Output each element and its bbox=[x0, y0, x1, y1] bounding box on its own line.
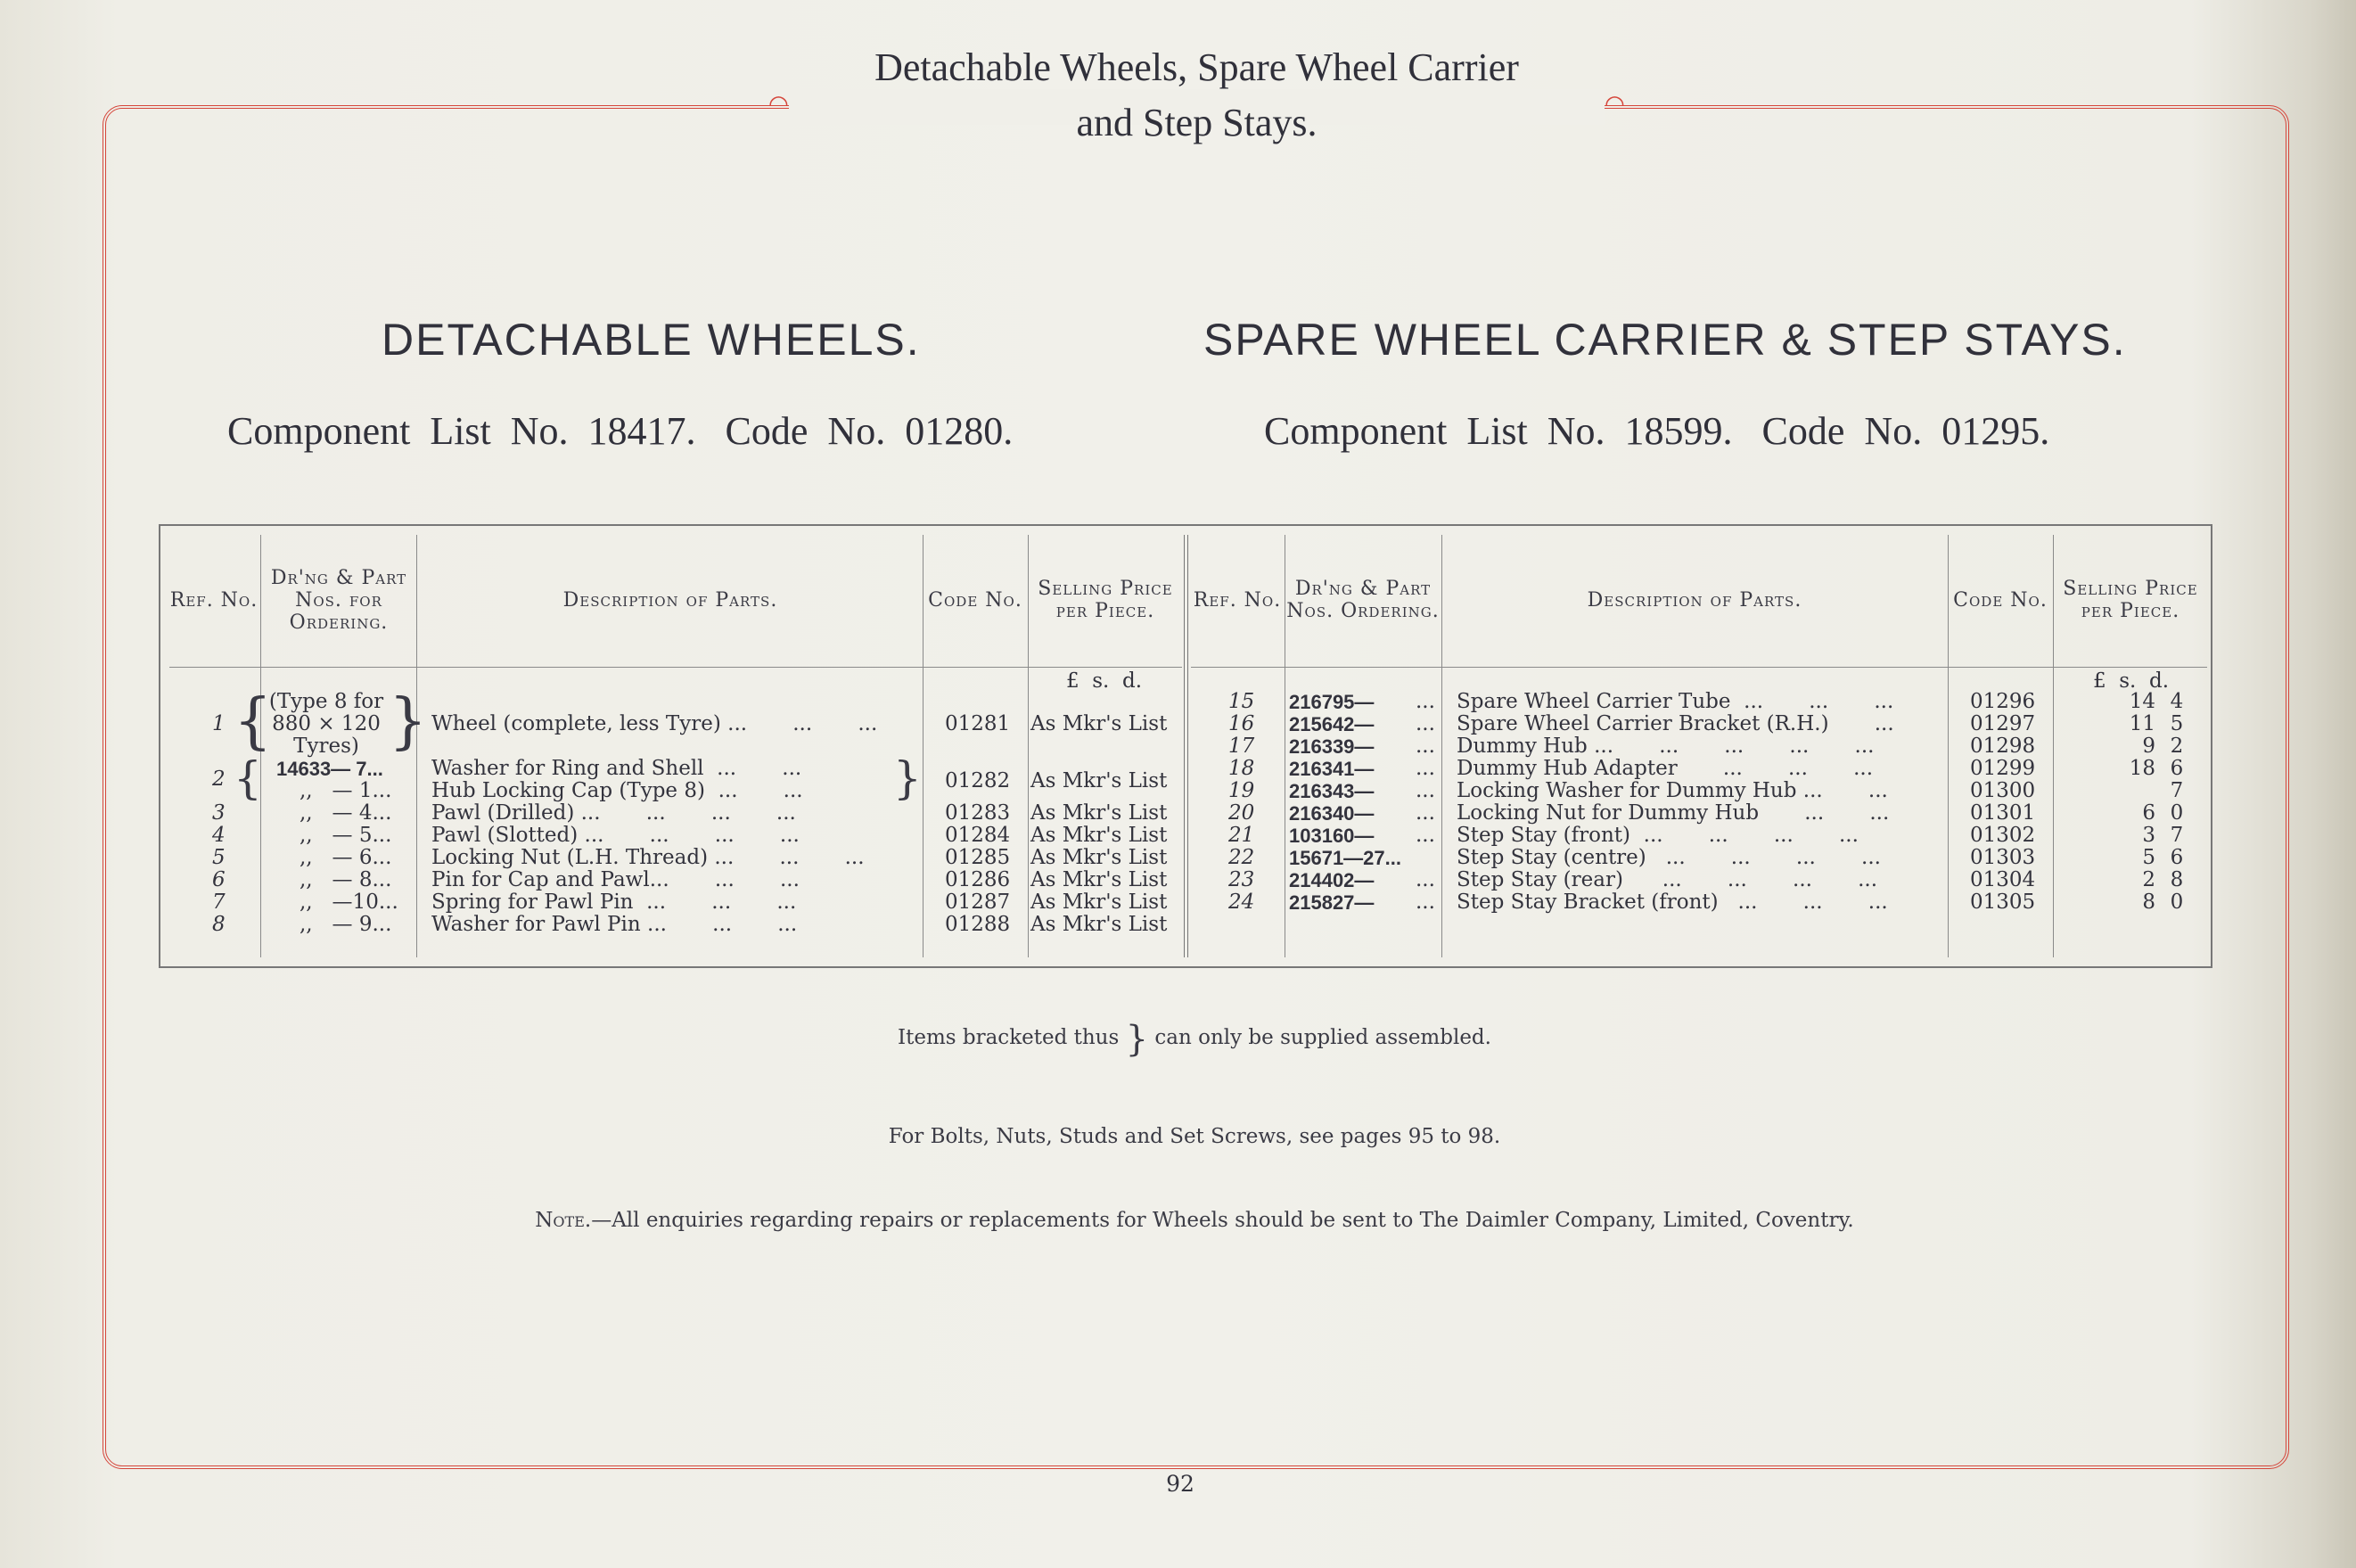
left-component-list: Component List No. 18417. Code No. 01280. bbox=[227, 409, 1014, 453]
table-row-part: 216343— bbox=[1289, 780, 1375, 802]
leader-dots: ... bbox=[1416, 868, 1435, 891]
table-row-ref: 24 bbox=[1228, 891, 1255, 914]
table-row-pence: 2 bbox=[2170, 735, 2184, 758]
table-row-price: As Mkr's List bbox=[1030, 712, 1168, 735]
table-row-description: Locking Washer for Dummy Hub ... ... bbox=[1457, 779, 1888, 802]
header-line-2: and Step Stays. bbox=[1076, 101, 1318, 144]
table-row-shillings: 2 bbox=[2142, 868, 2155, 891]
leader-dots: ... bbox=[1416, 824, 1435, 847]
table-row-pence: 5 bbox=[2170, 712, 2184, 735]
table-row-description: Hub Locking Cap (Type 8) ... ... bbox=[431, 779, 803, 802]
right-section-title: SPARE WHEEL CARRIER & STEP STAYS. bbox=[1203, 315, 2127, 365]
table-row-ref: 23 bbox=[1228, 868, 1255, 891]
table-row-description: Locking Nut for Dummy Hub ... ... bbox=[1457, 801, 1890, 825]
table-row-part-line: (Type 8 for bbox=[268, 690, 384, 713]
col-header-description: Description of Parts. bbox=[1587, 588, 1802, 612]
col-header-ref: Ref. No. bbox=[1193, 588, 1282, 612]
right-component-list: Component List No. 18599. Code No. 01295. bbox=[1264, 409, 2050, 453]
table-row-pence: 8 bbox=[2170, 868, 2184, 891]
table-row-part: 216339— bbox=[1289, 735, 1375, 758]
table-row-description: Pawl (Slotted) ... ... ... ... bbox=[431, 824, 800, 847]
left-section-title: DETACHABLE WHEELS. bbox=[382, 315, 921, 365]
table-row-ref: 8 bbox=[212, 913, 226, 936]
table-row-part: 215642— bbox=[1289, 713, 1375, 735]
table-row-pence: 0 bbox=[2170, 801, 2184, 825]
table-row-shillings: 9 bbox=[2142, 735, 2155, 758]
table-row-code: 01297 bbox=[1970, 712, 2036, 735]
table-row-price: As Mkr's List bbox=[1030, 824, 1168, 847]
table-row-shillings: 18 bbox=[2129, 757, 2155, 780]
table-row-ref: 20 bbox=[1228, 801, 1255, 825]
table-row-pence: 7 bbox=[2170, 779, 2184, 802]
table-row-shillings: 11 bbox=[2129, 712, 2155, 735]
table-row-ref: 17 bbox=[1228, 735, 1255, 758]
table-row-description: Spare Wheel Carrier Tube ... ... ... bbox=[1457, 690, 1894, 713]
table-row-description: Dummy Hub Adapter ... ... ... bbox=[1457, 757, 1874, 780]
right-brace: } bbox=[389, 686, 428, 757]
table-row-ref: 1 bbox=[212, 712, 226, 735]
leader-dots: ... bbox=[1416, 712, 1435, 735]
header-rule-left bbox=[169, 667, 1182, 668]
leader-dots: ... bbox=[1416, 690, 1435, 713]
table-row-part: ,, — 5... bbox=[300, 824, 392, 847]
table-row-pence: 6 bbox=[2170, 846, 2184, 869]
table-row-code: 01285 bbox=[945, 846, 1011, 869]
bracket-note bbox=[874, 1019, 1515, 1060]
note-label: Note. bbox=[535, 1209, 592, 1232]
col-divider bbox=[1441, 535, 1442, 957]
table-row-code: 01299 bbox=[1970, 757, 2036, 780]
table-row-ref: 18 bbox=[1228, 757, 1255, 780]
table-row-part: 215827— bbox=[1289, 891, 1375, 914]
table-row-part: 216340— bbox=[1289, 802, 1375, 825]
table-row-description: Washer for Pawl Pin ... ... ... bbox=[431, 913, 798, 936]
table-row-code: 01282 bbox=[945, 769, 1011, 792]
table-row-shillings: 8 bbox=[2142, 891, 2155, 914]
table-row-part: ,, — 4... bbox=[300, 801, 392, 825]
table-row-pence: 6 bbox=[2170, 757, 2184, 780]
frame-curl-right-ornament: ◠ bbox=[1605, 91, 1625, 118]
table-row-code: 01300 bbox=[1970, 779, 2036, 802]
leader-dots: ... bbox=[1416, 735, 1435, 758]
col-header-code: Code No. bbox=[1953, 588, 2048, 612]
header-line-1: Detachable Wheels, Spare Wheel Carrier bbox=[874, 45, 1519, 89]
table-row-code: 01296 bbox=[1970, 690, 2036, 713]
table-row-code: 01283 bbox=[945, 801, 1011, 825]
table-row-shillings: 5 bbox=[2142, 846, 2155, 869]
col-header-code: Code No. bbox=[928, 588, 1022, 612]
table-row-ref: 4 bbox=[212, 824, 226, 847]
leader-dots: ... bbox=[1416, 801, 1435, 825]
page-header-title bbox=[789, 40, 1605, 151]
table-row-ref: 3 bbox=[212, 801, 226, 825]
table-row-ref: 19 bbox=[1228, 779, 1255, 802]
table-row-description: Wheel (complete, less Tyre) ... ... ... bbox=[431, 712, 878, 735]
table-row-shillings: 6 bbox=[2142, 801, 2155, 825]
note-text: —All enquiries regarding repairs or replacements for Wheels should be sent to The Daimler Company, Limited, Coventry. bbox=[591, 1209, 1854, 1232]
table-row-code: 01287 bbox=[945, 891, 1011, 914]
table-row-description: Pawl (Drilled) ... ... ... ... bbox=[431, 801, 796, 825]
table-row-ref: 16 bbox=[1228, 712, 1255, 735]
left-brace: { bbox=[234, 686, 273, 757]
table-row-code: 01298 bbox=[1970, 735, 2036, 758]
frame-curl-left-ornament: ◠ bbox=[768, 91, 789, 118]
table-row-ref: 15 bbox=[1228, 690, 1255, 713]
table-row-ref: 7 bbox=[212, 891, 226, 914]
table-row-code: 01286 bbox=[945, 868, 1011, 891]
table-row-part: ,, — 8... bbox=[300, 868, 392, 891]
bracket-symbol: } bbox=[1125, 1019, 1149, 1060]
table-row-part: 14633— 7... bbox=[276, 758, 383, 780]
table-row-description: Washer for Ring and Shell ... ... bbox=[431, 757, 802, 780]
table-row-code: 01281 bbox=[945, 712, 1011, 735]
table-row-description: Step Stay Bracket (front) ... ... ... bbox=[1457, 891, 1888, 914]
col-header-price: Selling Price per Piece. bbox=[1038, 578, 1173, 622]
table-row-price: As Mkr's List bbox=[1030, 801, 1168, 825]
table-row-description: Step Stay (rear) ... ... ... ... bbox=[1457, 868, 1878, 891]
bracket-note-prefix: Items bracketed thus bbox=[898, 1026, 1120, 1049]
table-row-shillings: 14 bbox=[2129, 690, 2155, 713]
table-row-price: As Mkr's List bbox=[1030, 913, 1168, 936]
col-divider bbox=[2053, 535, 2054, 957]
table-center-divider bbox=[1184, 535, 1188, 957]
currency-header-right: £ s. d. bbox=[2093, 669, 2170, 693]
enquiries-note bbox=[374, 1209, 2015, 1232]
col-divider bbox=[923, 535, 924, 957]
table-row-code: 01284 bbox=[945, 824, 1011, 847]
table-row-price: As Mkr's List bbox=[1030, 868, 1168, 891]
table-row-part: 15671—27... bbox=[1289, 847, 1401, 869]
header-rule-right bbox=[1191, 667, 2207, 668]
table-row-part: 103160— bbox=[1289, 825, 1375, 847]
col-header-price: Selling Price per Piece. bbox=[2063, 578, 2198, 622]
table-row-part: ,, — 1... bbox=[300, 779, 392, 802]
table-row-code: 01304 bbox=[1970, 868, 2036, 891]
assembled-bracket: } bbox=[893, 752, 922, 804]
col-header-drng: Dr'ng & Part Nos. for Ordering. bbox=[270, 566, 407, 634]
table-row-code: 01302 bbox=[1970, 824, 2036, 847]
table-row-ref: 22 bbox=[1228, 846, 1255, 869]
table-row-ref: 2 bbox=[212, 768, 226, 791]
col-divider bbox=[1028, 535, 1029, 957]
table-row-ref: 21 bbox=[1228, 824, 1255, 847]
bolts-note: For Bolts, Nuts, Studs and Set Screws, see pages 95 to 98. bbox=[888, 1125, 1501, 1148]
table-row-code: 01303 bbox=[1970, 846, 2036, 869]
table-row-part: 214402— bbox=[1289, 869, 1375, 891]
left-brace: { bbox=[234, 752, 262, 804]
table-row-part: ,, — 6... bbox=[300, 846, 392, 869]
table-row-description: Spare Wheel Carrier Bracket (R.H.) ... bbox=[1457, 712, 1894, 735]
leader-dots: ... bbox=[1416, 891, 1435, 914]
table-row-pence: 0 bbox=[2170, 891, 2184, 914]
table-row-description: Step Stay (front) ... ... ... ... bbox=[1457, 824, 1859, 847]
table-row-part: 216341— bbox=[1289, 758, 1375, 780]
table-row-price: As Mkr's List bbox=[1030, 769, 1168, 792]
table-row-part-line: 880 × 120 bbox=[272, 712, 381, 735]
leader-dots: ... bbox=[1416, 779, 1435, 802]
table-row-description: Spring for Pawl Pin ... ... ... bbox=[431, 891, 797, 914]
table-row-ref: 5 bbox=[212, 846, 226, 869]
table-row-code: 01288 bbox=[945, 913, 1011, 936]
table-row-pence: 7 bbox=[2170, 824, 2184, 847]
table-row-shillings: 3 bbox=[2142, 824, 2155, 847]
table-row-code: 01305 bbox=[1970, 891, 2036, 914]
currency-header-left: £ s. d. bbox=[1066, 669, 1143, 693]
table-row-description: Step Stay (centre) ... ... ... ... bbox=[1457, 846, 1881, 869]
col-header-description: Description of Parts. bbox=[562, 588, 778, 612]
table-row-part: 216795— bbox=[1289, 691, 1375, 713]
table-row-part-line: Tyres) bbox=[293, 735, 359, 758]
table-row-description: Dummy Hub ... ... ... ... ... bbox=[1457, 735, 1875, 758]
table-row-pence: 4 bbox=[2170, 690, 2184, 713]
table-row-code: 01301 bbox=[1970, 801, 2036, 825]
page-number: 92 bbox=[1166, 1471, 1194, 1497]
table-row-description: Pin for Cap and Pawl... ... ... bbox=[431, 868, 800, 891]
col-header-ref: Ref. No. bbox=[169, 588, 259, 612]
table-row-part: ,, —10... bbox=[300, 891, 398, 914]
col-divider bbox=[1948, 535, 1949, 957]
leader-dots: ... bbox=[1416, 757, 1435, 780]
table-row-ref: 6 bbox=[212, 868, 226, 891]
col-header-drng: Dr'ng & Part Nos. Ordering. bbox=[1286, 578, 1440, 622]
table-row-description: Locking Nut (L.H. Thread) ... ... ... bbox=[431, 846, 865, 869]
bracket-note-suffix: can only be supplied assembled. bbox=[1154, 1026, 1491, 1049]
table-row-price: As Mkr's List bbox=[1030, 846, 1168, 869]
table-row-part: ,, — 9... bbox=[300, 913, 392, 936]
table-row-price: As Mkr's List bbox=[1030, 891, 1168, 914]
